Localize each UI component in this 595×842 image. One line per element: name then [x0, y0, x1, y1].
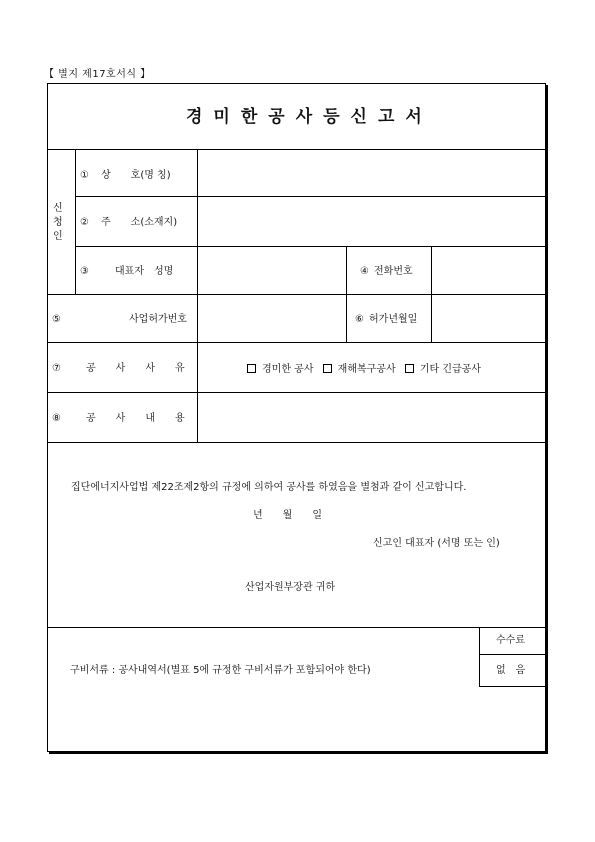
divider: [75, 196, 545, 197]
permit-number-label: 사업허가번호: [129, 314, 187, 325]
reason-option-emergency-label: 기타 긴급공사: [419, 364, 481, 375]
phone-number-index: ④: [360, 266, 369, 277]
report-form: [47, 83, 546, 752]
declaration-date: 년 월 일: [253, 510, 322, 521]
content-label: 공 사 내 용: [86, 413, 185, 424]
checkbox-icon[interactable]: [323, 364, 332, 373]
divider: [431, 246, 432, 342]
divider: [48, 294, 545, 295]
reason-number: ⑦: [52, 363, 61, 374]
divider: [75, 149, 76, 294]
divider: [479, 654, 545, 655]
content-field[interactable]: [199, 394, 543, 441]
applicant-group-char: 인: [53, 231, 63, 242]
trade-name-field[interactable]: [199, 151, 543, 195]
address-number: ②: [80, 217, 89, 228]
trade-name-number: ①: [80, 170, 89, 181]
address-field[interactable]: [199, 198, 543, 245]
divider: [48, 627, 545, 628]
fee-value: 없 음: [496, 665, 526, 676]
divider: [48, 392, 545, 393]
reason-option-disaster-label: 재해복구공사: [337, 364, 396, 375]
divider: [48, 342, 545, 343]
form-title: 경미한공사등신고서: [186, 107, 433, 127]
reason-option-emergency[interactable]: [405, 364, 481, 375]
reason-options: [247, 364, 481, 375]
representative-label: 대표자 성명: [115, 266, 174, 277]
permit-date-field[interactable]: [433, 296, 543, 341]
divider: [346, 246, 347, 342]
applicant-group-char: 청: [53, 217, 63, 228]
checkbox-icon[interactable]: [247, 364, 256, 373]
divider: [479, 686, 545, 687]
reason-label: 공 사 사 유: [86, 363, 185, 374]
permit-number-field[interactable]: [199, 296, 345, 341]
representative-number: ③: [80, 266, 89, 277]
applicant-group-char: 신: [53, 203, 63, 214]
address-label: 주 소(소재지): [101, 217, 178, 228]
divider: [479, 627, 480, 686]
fee-label: 수수료: [496, 635, 525, 646]
permit-date-index: ⑥: [355, 314, 364, 325]
permit-number-index: ⑤: [52, 314, 61, 325]
attachments-text: 구비서류 : 공사내역서(별표 5에 규정한 구비서류가 포함되어야 한다): [70, 665, 371, 676]
content-number: ⑧: [52, 413, 61, 424]
divider: [197, 149, 198, 442]
phone-label: 전화번호: [374, 266, 413, 277]
divider: [48, 149, 545, 150]
reason-option-disaster[interactable]: [323, 364, 396, 375]
checkbox-icon[interactable]: [405, 364, 414, 373]
declaration-statement: 집단에너지사업법 제22조제2항의 규정에 의하여 공사를 하였음을 별첨과 같이 신고합니다.: [71, 482, 467, 493]
trade-name-label: 상 호(명 칭): [101, 170, 171, 181]
phone-field[interactable]: [433, 248, 543, 293]
annex-label: 【 별지 제17호서식 】: [44, 69, 151, 80]
divider: [48, 442, 545, 443]
declaration-signer: 신고인 대표자 (서명 또는 인): [373, 538, 500, 549]
permit-date-label: 허가년월일: [369, 314, 418, 325]
declaration-recipient: 산업자원부장관 귀하: [245, 582, 336, 593]
representative-name-field[interactable]: [199, 248, 345, 293]
divider: [75, 246, 545, 247]
reason-option-minor[interactable]: [247, 364, 313, 375]
reason-option-minor-label: 경미한 공사: [262, 364, 314, 375]
